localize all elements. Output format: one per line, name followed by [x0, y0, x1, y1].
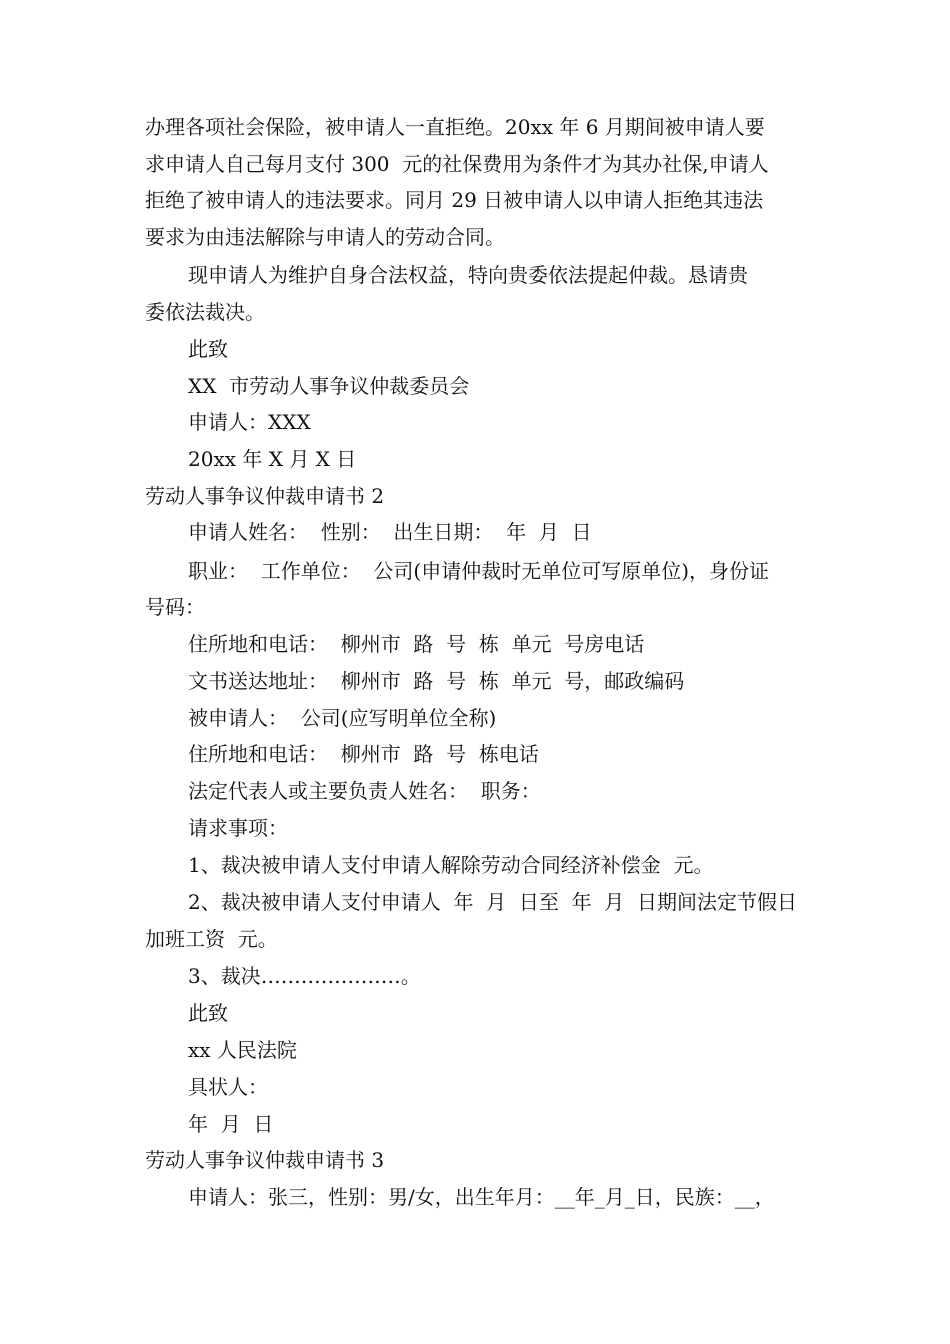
paragraph-line: 求申请人自己每月支付 300 元的社保费用为条件才为其办社保,申请人: [145, 152, 769, 176]
paragraph-line: 要求为由违法解除与申请人的劳动合同。: [145, 225, 505, 249]
section-heading: 劳动人事争议仲裁申请书 2: [145, 484, 385, 508]
paragraph-line: 现申请人为维护自身合法权益，特向贵委依法提起仲裁。恳请贵: [188, 263, 748, 287]
salutation: 此致: [188, 1001, 228, 1025]
form-field-line: 法定代表人或主要负责人姓名： 职务：: [188, 779, 541, 803]
date-line: 20xx 年 X 月 X 日: [188, 447, 357, 471]
salutation: 此致: [188, 337, 228, 361]
paragraph-line: 委依法裁决。: [145, 300, 265, 324]
claim-item: 加班工资 元。: [145, 927, 278, 951]
signatory-label: 具状人：: [188, 1075, 268, 1099]
form-field-line: 号码：: [145, 595, 205, 619]
section-heading: 劳动人事争议仲裁申请书 3: [145, 1148, 385, 1172]
form-field-line: 文书送达地址： 柳州市 路 号 栋 单元 号，邮政编码: [188, 669, 685, 693]
form-field-line: 申请人姓名： 性别： 出生日期： 年 月 日: [188, 520, 592, 544]
form-field-line: 住所地和电话： 柳州市 路 号 栋电话: [188, 742, 539, 766]
addressee: xx 人民法院: [188, 1038, 297, 1062]
form-field-line: 职业： 工作单位： 公司(申请仲裁时无单位可写原单位)，身份证: [188, 559, 770, 583]
applicant-signature: 申请人：XXX: [188, 410, 311, 434]
addressee: XX 市劳动人事争议仲裁委员会: [188, 374, 470, 398]
claim-item: 3、裁决…………………。: [188, 964, 421, 988]
claims-heading: 请求事项：: [188, 816, 288, 840]
paragraph-line: 办理各项社会保险，被申请人一直拒绝。20xx 年 6 月期间被申请人要: [145, 115, 765, 139]
form-field-line: 住所地和电话： 柳州市 路 号 栋 单元 号房电话: [188, 632, 645, 656]
form-field-line: 申请人：张三，性别：男/女，出生年月：__年_月_日，民族：__，: [188, 1185, 775, 1209]
paragraph-line: 拒绝了被申请人的违法要求。同月 29 日被申请人以申请人拒绝其违法: [145, 188, 764, 212]
claim-item: 1、裁决被申请人支付申请人解除劳动合同经济补偿金 元。: [188, 853, 714, 877]
date-line: 年 月 日: [188, 1112, 274, 1136]
form-field-line: 被申请人： 公司(应写明单位全称): [188, 706, 497, 730]
claim-item: 2、裁决被申请人支付申请人 年 月 日至 年 月 日期间法定节假日: [188, 890, 798, 914]
